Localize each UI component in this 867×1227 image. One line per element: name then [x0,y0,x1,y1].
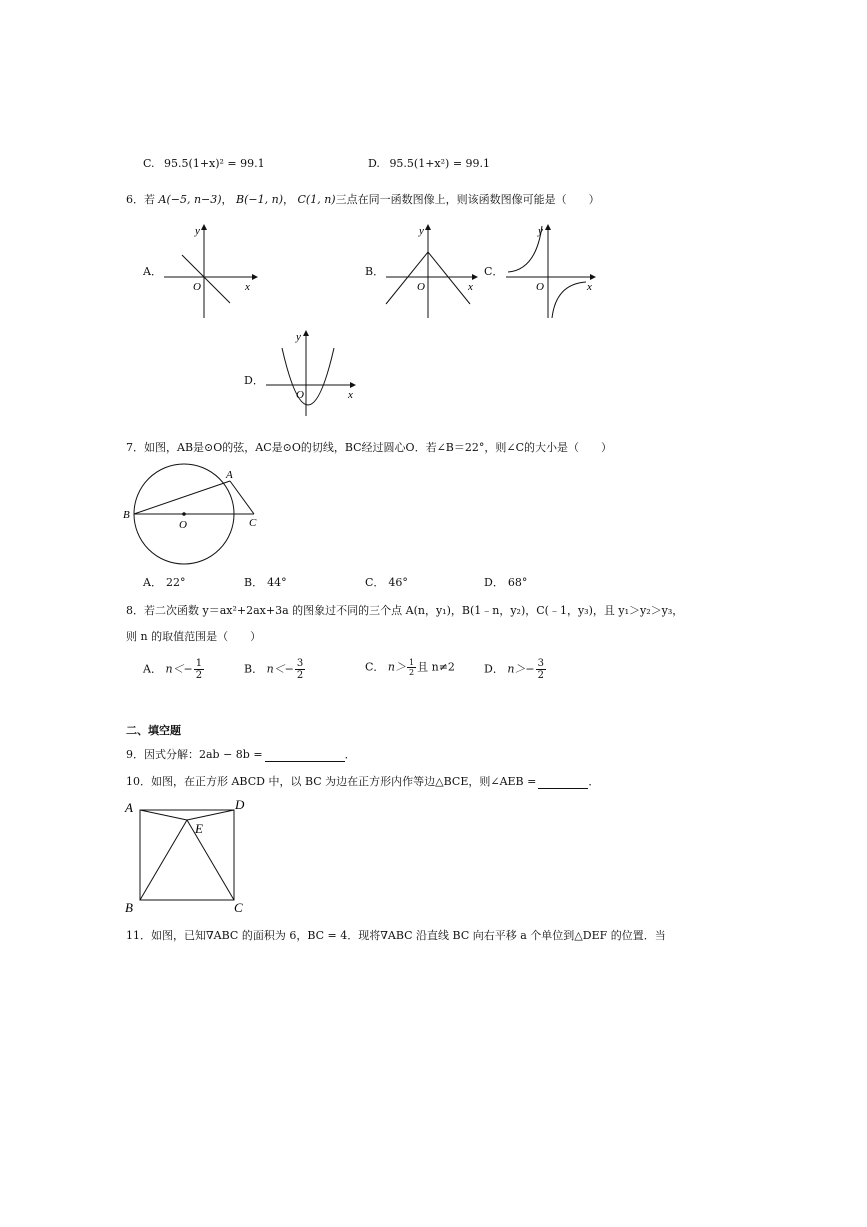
q7-option-b-label: B． [244,576,264,589]
q10-answer-blank[interactable] [538,778,588,789]
hyperbola-branch-left [508,226,542,272]
q8-option-b-label: B． [244,662,264,676]
q7-option-b [244,576,287,590]
q8-option-b-den: 2 [296,670,304,681]
label-b: B [125,900,133,915]
q5-option-c-expr: 95.5(1+x)² = 99.1 [164,157,265,170]
q7-stem [126,441,612,455]
y-axis-arrow [545,224,551,230]
q7-figure [120,462,270,572]
q8-option-c [365,658,455,677]
q7-option-c-value: 46° [388,576,408,589]
q8-stem-line2: 则 n 的取值范围是（ ） [126,630,262,643]
chord-ab [134,481,230,514]
q8-option-b-prefix: n＜− [266,662,294,676]
parabola [282,348,334,405]
q8-option-a-den: 2 [195,670,203,681]
q6-point-b: B(−1, n) [236,193,284,206]
segment-de [187,810,234,820]
q6-option-a-label: A． [143,265,162,278]
q6-point-c: C(1, n) [297,193,336,206]
q6-sep-1: ， [221,193,233,206]
origin-label: O [296,389,304,401]
q7-option-d-value: 68° [507,576,528,589]
q8-option-d [484,658,547,681]
q6-option-b-label: B． [365,265,385,278]
x-axis-label: x [348,389,353,401]
q10-end: ． [588,775,600,788]
q7-option-a-value: 22° [165,576,186,589]
q5-option-d [368,157,490,171]
q10-text: 10．如图，在正方形 ABCD 中，以 BC 为边在正方形内作等边△BCE，则∠AEB = [126,775,537,788]
q5-option-c-label: C. [143,157,155,170]
y-axis-arrow [303,330,309,336]
label-b: B [123,509,130,521]
origin-label: O [193,281,201,293]
q8-option-a-label: A． [143,662,162,676]
y-axis-arrow [201,224,207,230]
q10-stem [126,775,599,789]
q8-number: 8． [126,604,144,617]
q10-figure [120,796,255,918]
y-axis-label: y [538,225,543,237]
x-axis-label: x [245,281,250,293]
q8-option-d-label: D． [484,662,504,676]
q6-stem [126,193,600,207]
label-e: E [195,821,203,836]
center-point-o [182,512,186,516]
q9-text: 9．因式分解：2ab − 8b = [126,748,263,761]
label-c: C [234,900,243,915]
label-o: O [179,519,187,531]
q5-option-d-expr: 95.5(1+x²) = 99.1 [389,157,491,170]
q7-option-b-value: 44° [267,576,287,589]
q8-option-a-num: 1 [195,658,203,669]
q5-option-c [143,157,265,171]
origin-label: O [536,281,544,293]
q7-text: 如图，AB是⊙O的弦，AC是⊙O的切线，BC经过圆心O．若∠B＝22°，则∠C的大小是（ ） [144,441,613,454]
segment-ae [140,810,187,820]
linear-function-line [182,255,230,303]
q6-option-c-label: C． [484,265,504,278]
x-axis-arrow [590,274,596,280]
q6-graph-c [502,222,602,322]
y-axis-label: y [296,331,301,343]
q7-option-d [484,576,527,590]
label-d: D [235,797,245,812]
section-heading: 二、填空题 [126,724,181,737]
segment-be [140,820,187,900]
q8-option-c-label: C． [365,660,385,674]
q6-graph-a [160,222,260,322]
q9-end: ． [344,748,356,761]
label-a: A [226,469,233,481]
q8-option-c-num: 1 [409,658,415,667]
q8-option-b-num: 3 [296,658,304,669]
q7-option-c [365,576,408,590]
q8-option-c-den: 2 [409,668,415,677]
x-axis-arrow [350,382,356,388]
x-axis-label: x [468,281,473,293]
q7-option-d-label: D． [484,576,504,589]
q6-graph-b [382,222,482,322]
q8-option-d-num: 3 [537,658,545,669]
q8-line1: 若二次函数 y＝ax²+2ax+3a 的图象过不同的三个点 A(n，y₁)，B(1﹣n，y₂)，C(﹣1，y₃)，且 y₁＞y₂＞y₃， [144,604,684,617]
x-axis-arrow [472,274,478,280]
q9-answer-blank[interactable] [265,751,345,762]
q8-option-c-prefix: n＞ [387,660,407,674]
q7-option-a-label: A． [143,576,162,589]
y-axis-label: y [419,225,424,237]
q8-option-a [143,658,205,681]
y-axis-label: y [195,225,200,237]
q6-option-d-label: D． [244,374,264,387]
q6-text: 三点在同一函数图像上，则该函数图像可能是（ ） [335,193,600,206]
origin-label: O [417,281,425,293]
q8-option-d-den: 2 [537,670,545,681]
y-axis-arrow [425,224,431,230]
label-a: A [125,800,133,815]
q6-sep-2: ， [283,193,295,206]
q6-ruo: 若 [144,193,155,206]
q6-point-a: A(−5, n−3) [158,193,222,206]
q8-option-a-prefix: n＜− [165,662,193,676]
hyperbola-branch-right [552,282,586,318]
q6-number: 6． [126,193,144,206]
q7-option-c-label: C． [365,576,385,589]
q9-stem [126,748,356,762]
q7-option-a [143,576,185,590]
q8-option-b [244,658,306,681]
square-abcd [140,810,234,900]
q7-number: 7． [126,441,144,454]
q8-option-c-suffix: 且 n≠2 [417,660,455,674]
q6-graph-d [262,328,362,418]
q5-option-d-label: D. [368,157,380,170]
x-axis-label: x [587,281,592,293]
label-c: C [249,517,257,529]
x-axis-arrow [252,274,258,280]
q11-stem: 11．如图，已知∇ABC 的面积为 6，BC = 4．现将∇ABC 沿直线 BC 向右平移 a 个单位到△DEF 的位置．当 [126,929,666,942]
q8-option-d-prefix: n＞− [507,662,535,676]
q8-stem-line1 [126,604,683,618]
